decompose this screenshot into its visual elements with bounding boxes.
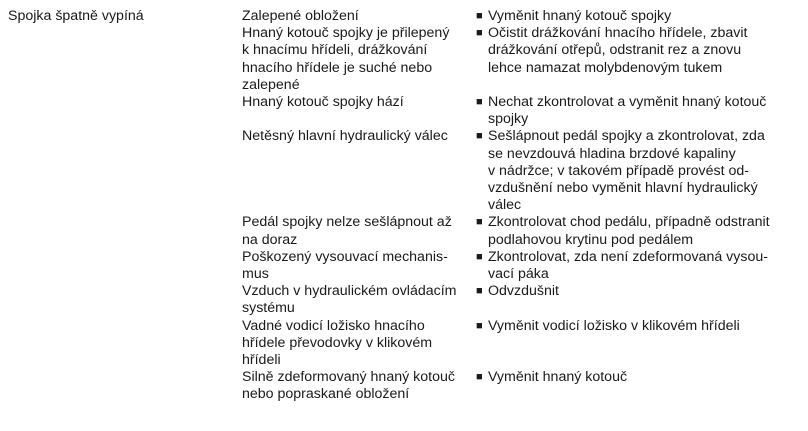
remedy-line: Očistit drážkování hnacího hřídele, zbavit [488, 25, 748, 42]
cause-text [242, 25, 476, 94]
cause-line: hnacího hřídele je suché nebo [242, 59, 433, 76]
cause-text [242, 128, 476, 145]
cause-text [242, 8, 476, 25]
remedy-line: Vyměnit vodicí ložisko v klikovém hřídeli [488, 317, 740, 334]
cause-line: Hnaný kotouč spojky hází [242, 94, 404, 111]
table-row [242, 369, 802, 403]
cause-line: Silně zdeformovaný hnaný kotouč [242, 369, 455, 386]
remedy-text [488, 318, 802, 335]
square-bullet-icon: ■ [476, 27, 483, 40]
cause-line: Pedál spojky nelze sešlápnout až [242, 214, 452, 231]
remedy-cell [476, 128, 802, 214]
remedy-line: vzdušnění nebo vyměnit hlavní hydraulický [488, 180, 758, 197]
cause-line: hřídele převodovky v klikovém [242, 334, 433, 351]
cause-line: Poškozený vysouvací mechanis- [242, 248, 448, 265]
cause-line: Vzduch v hydraulickém ovládacím [242, 283, 457, 300]
remedy-line: drážkování otřepů, odstranit rez a znovu [488, 42, 742, 59]
remedy-text [488, 214, 802, 248]
square-bullet-icon: ■ [476, 216, 483, 229]
cause-text [242, 369, 476, 403]
table-row [242, 94, 802, 128]
remedy-line: v nádržce; v takovém případě provést od- [488, 162, 750, 179]
square-bullet-icon: ■ [476, 250, 483, 263]
remedy-line: Nechat zkontrolovat a vyměnit hnaný kotouč [488, 94, 767, 111]
cause-line: mus [242, 266, 269, 283]
remedy-line: Odvzdušnit [488, 283, 559, 300]
cause-text [242, 318, 476, 370]
remedy-line: válec [488, 197, 522, 214]
remedy-text [488, 94, 802, 128]
remedy-text [488, 283, 802, 300]
remedy-text [488, 369, 802, 386]
cause-line: k hnacímu hřídeli, drážkování [242, 42, 428, 59]
cause-line: nebo popraskané obložení [242, 386, 410, 403]
remedy-cell [476, 369, 802, 386]
table-row [242, 128, 802, 214]
remedy-line: Vyměnit hnaný kotouč [488, 369, 628, 386]
square-bullet-icon: ■ [476, 10, 483, 22]
cause-text [242, 283, 476, 317]
cause-line: Netěsný hlavní hydraulický válec [242, 128, 448, 145]
cause-line: Zalepené obložení [242, 8, 359, 24]
remedy-cell [476, 283, 802, 300]
cause-line: Vadné vodicí ložisko hnacího [242, 317, 425, 334]
remedy-line: se nevzdouvá hladina brzdové kapaliny [488, 145, 736, 162]
table-row [242, 249, 802, 283]
remedy-line: spojky [488, 111, 529, 128]
remedy-cell [476, 318, 802, 335]
remedy-cell [476, 214, 802, 248]
remedy-cell [476, 94, 802, 128]
cause-line: systému [242, 300, 295, 317]
cause-line: hřídeli [242, 352, 281, 369]
remedy-line: lehce namazat molybdenovým tukem [488, 59, 723, 76]
square-bullet-icon: ■ [476, 371, 483, 384]
cause-remedy-table [242, 8, 802, 404]
square-bullet-icon: ■ [476, 319, 483, 332]
table-row [242, 214, 802, 248]
cause-text [242, 249, 476, 283]
square-bullet-icon: ■ [476, 285, 483, 298]
cause-text [242, 214, 476, 248]
remedy-cell [476, 249, 802, 283]
remedy-text [488, 128, 802, 214]
square-bullet-icon: ■ [476, 130, 483, 143]
remedy-line: Zkontrolovat chod pedálu, případně odstranit [488, 214, 770, 231]
cause-line: Hnaný kotouč spojky je přilepený [242, 25, 450, 42]
remedy-cell [476, 25, 802, 77]
remedy-text [488, 8, 802, 25]
symptom-label: Spojka špatně vypíná [8, 8, 144, 24]
cause-line: na doraz [242, 231, 298, 248]
table-row [242, 283, 802, 317]
remedy-line: Sešlápnout pedál spojky a zkontrolovat, zda [488, 128, 765, 145]
cause-line: zalepené [242, 76, 300, 93]
remedy-line: podlahovou krytinu pod pedálem [488, 231, 694, 248]
remedy-cell [476, 8, 802, 25]
table-row [242, 318, 802, 370]
table-row [242, 25, 802, 94]
remedy-line: Vyměnit hnaný kotouč spojky [488, 8, 672, 24]
remedy-text [488, 249, 802, 283]
square-bullet-icon: ■ [476, 96, 483, 109]
remedy-line: Zkontrolovat, zda není zdeformovaná vysou- [488, 248, 768, 265]
remedy-line: vací páka [488, 266, 549, 283]
cause-text [242, 94, 476, 111]
remedy-text [488, 25, 802, 77]
table-row [242, 8, 802, 25]
